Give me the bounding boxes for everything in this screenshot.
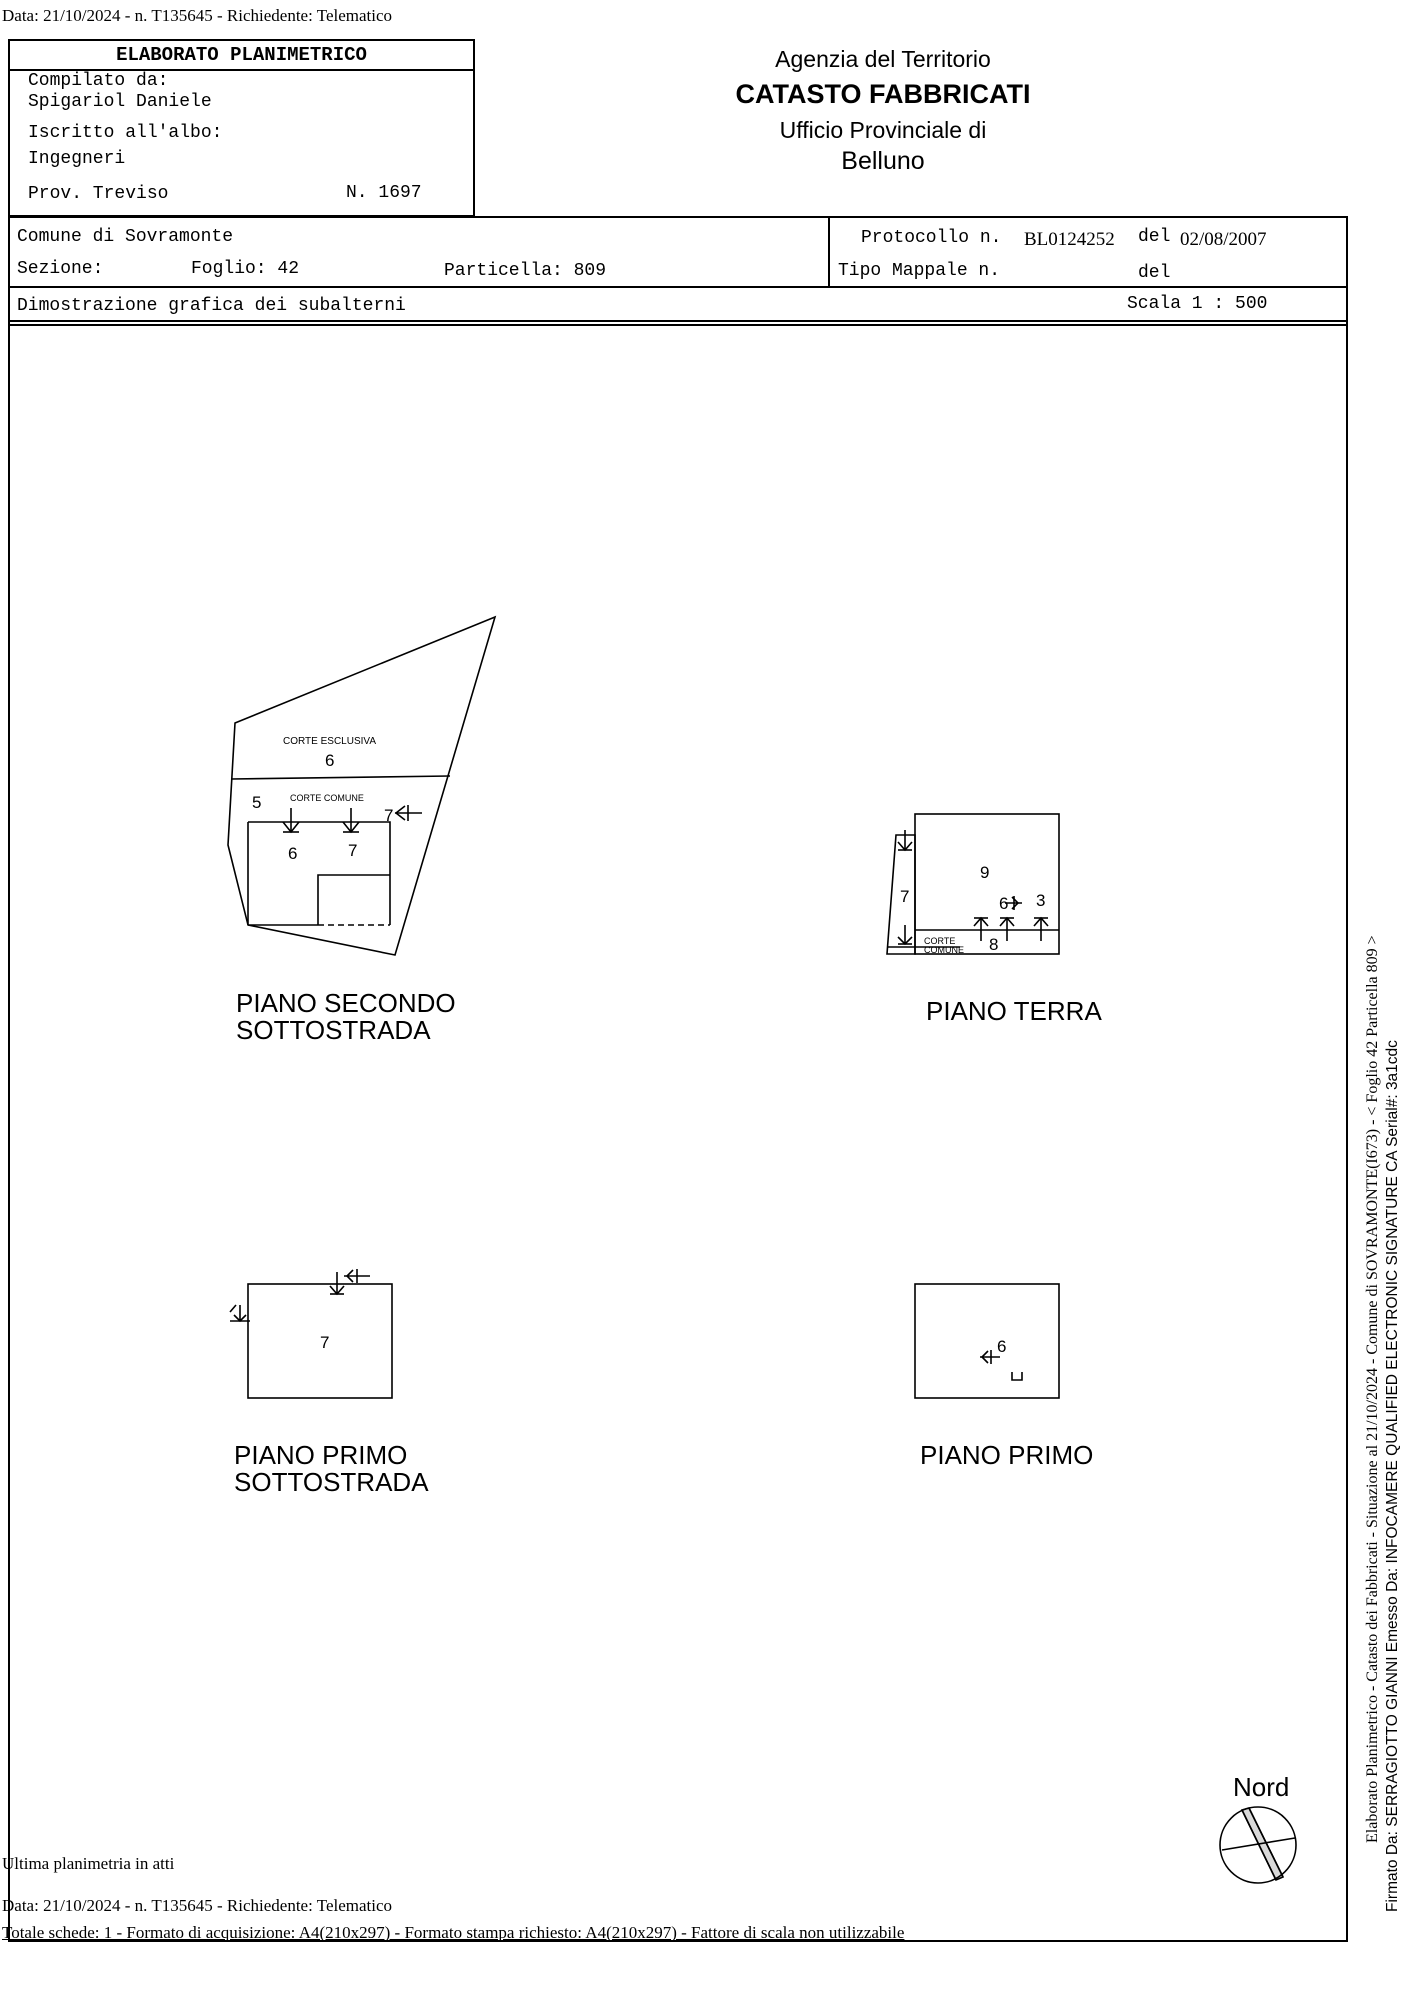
terra-comune-label: COMUNE [924, 945, 964, 955]
ps-down-arrow-left [230, 1305, 250, 1321]
terra-sub-8: 8 [989, 935, 999, 954]
ps-down-arrow-top [330, 1272, 344, 1294]
del-label-1: del [1138, 227, 1171, 247]
del-value-1: 02/08/2007 [1180, 229, 1267, 250]
prov-value: Prov. Treviso [28, 184, 169, 204]
terra-sub-9: 9 [980, 863, 990, 882]
terra-down-arrow-top [898, 830, 912, 850]
plan-title-terra: PIANO TERRA [926, 996, 1102, 1026]
footer-totale: Totale schede: 1 - Formato di acquisizione: A4(210x297) - Formato stampa richiesto: A4(210x297) - Fattore di scala non utilizzabile [2, 1923, 905, 1942]
ufficio-label: Ufficio Provinciale di [779, 117, 987, 143]
footer-ultima: Ultima planimetria in atti [2, 1854, 175, 1873]
corte-divider [231, 776, 450, 779]
down-arrow-6 [283, 808, 299, 832]
plan-primo-sottostrada [230, 1269, 392, 1398]
plan-secondo-sottostrada [228, 617, 495, 955]
top-stamp: Data: 21/10/2024 - n. T135645 - Richiedente: Telematico [2, 6, 393, 25]
sub-label-6-inner: 6 [288, 844, 298, 863]
sub-label-5: 5 [252, 793, 262, 812]
sub-label-7-inner: 7 [348, 841, 358, 860]
protocollo-value: BL0124252 [1024, 229, 1115, 250]
plan-terra [887, 814, 1059, 954]
footer-data: Data: 21/10/2024 - n. T135645 - Richiedente: Telematico [2, 1896, 393, 1915]
plan-title-primo-sottostrada-line2: SOTTOSTRADA [234, 1467, 429, 1497]
scala-value: Scala 1 : 500 [1127, 294, 1268, 314]
down-arrow-7 [343, 808, 359, 832]
plan-primo [915, 1284, 1059, 1398]
compilato-label: Compilato da: [28, 71, 169, 91]
terra-sub-7: 7 [900, 887, 910, 906]
primo-block [915, 1284, 1059, 1398]
compilato-name: Spigariol Daniele [28, 92, 212, 112]
albo-value: Ingegneri [28, 149, 126, 169]
terra-down-arrow-bottom [898, 925, 912, 944]
sezione-label: Sezione: [17, 259, 104, 279]
protocollo-label: Protocollo n. [861, 228, 1002, 248]
particella-value: Particella: 809 [444, 261, 607, 281]
terra-sub-3: 3 [1036, 891, 1046, 910]
side-text-line2: Firmato Da: SERRAGIOTTO GIANNI Emesso Da: INFOCAMERE QUALIFIED ELECTRONIC SIGNATURE CA Serial#: 3a1cdc [1384, 1040, 1401, 1912]
north-arrow-symbol [1220, 1807, 1296, 1883]
sub-label-6-top: 6 [325, 751, 335, 770]
plan-title-secondo-line1: PIANO SECONDO [236, 988, 456, 1018]
sub-label-7-arrow: 7 [384, 806, 394, 825]
plan-title-secondo-line2: SOTTOSTRADA [236, 1015, 431, 1045]
ufficio-city: Belluno [841, 147, 925, 175]
del-label-2: del [1138, 263, 1171, 283]
plan-title-primo-sottostrada-line1: PIANO PRIMO [234, 1440, 408, 1470]
ps-side-arrow-top [344, 1269, 370, 1283]
corte-esclusiva-label: CORTE ESCLUSIVA [283, 736, 376, 747]
lot-outline [228, 617, 495, 955]
dimostrazione-label: Dimostrazione grafica dei subalterni [17, 296, 406, 316]
terra-main-block [915, 814, 1059, 954]
terra-corte-label: CORTE [924, 936, 956, 946]
inner-room [318, 875, 390, 925]
iscritto-label: Iscritto all'albo: [28, 123, 223, 143]
catasto-title: CATASTO FABBRICATI [735, 79, 1031, 109]
foglio-value: Foglio: 42 [191, 259, 300, 279]
primo-sub-6: 6 [997, 1337, 1007, 1356]
primo-sottostrada-sub-7: 7 [320, 1333, 330, 1352]
agency-name: Agenzia del Territorio [775, 46, 991, 72]
primo-small-mark [1012, 1372, 1022, 1380]
side-text-line1: Elaborato Planimetrico - Catasto dei Fabbricati - Situazione al 21/10/2024 - Comune di SOVRAMONTE(I673) - < Foglio 42 Particella 809 > [1364, 935, 1381, 1843]
corte-comune-label: CORTE COMUNE [290, 793, 364, 803]
comune-value: Comune di Sovramonte [17, 227, 234, 247]
plan-title-primo: PIANO PRIMO [920, 1440, 1094, 1470]
terra-sub-6: 6 [999, 894, 1009, 913]
tipo-mappale-label: Tipo Mappale n. [838, 261, 1001, 281]
building-outline [248, 822, 390, 925]
numero-value: N. 1697 [346, 183, 422, 203]
side-arrow-7 [395, 805, 422, 821]
north-label: Nord [1233, 1772, 1290, 1802]
elaborato-title: ELABORATO PLANIMETRICO [116, 44, 367, 66]
